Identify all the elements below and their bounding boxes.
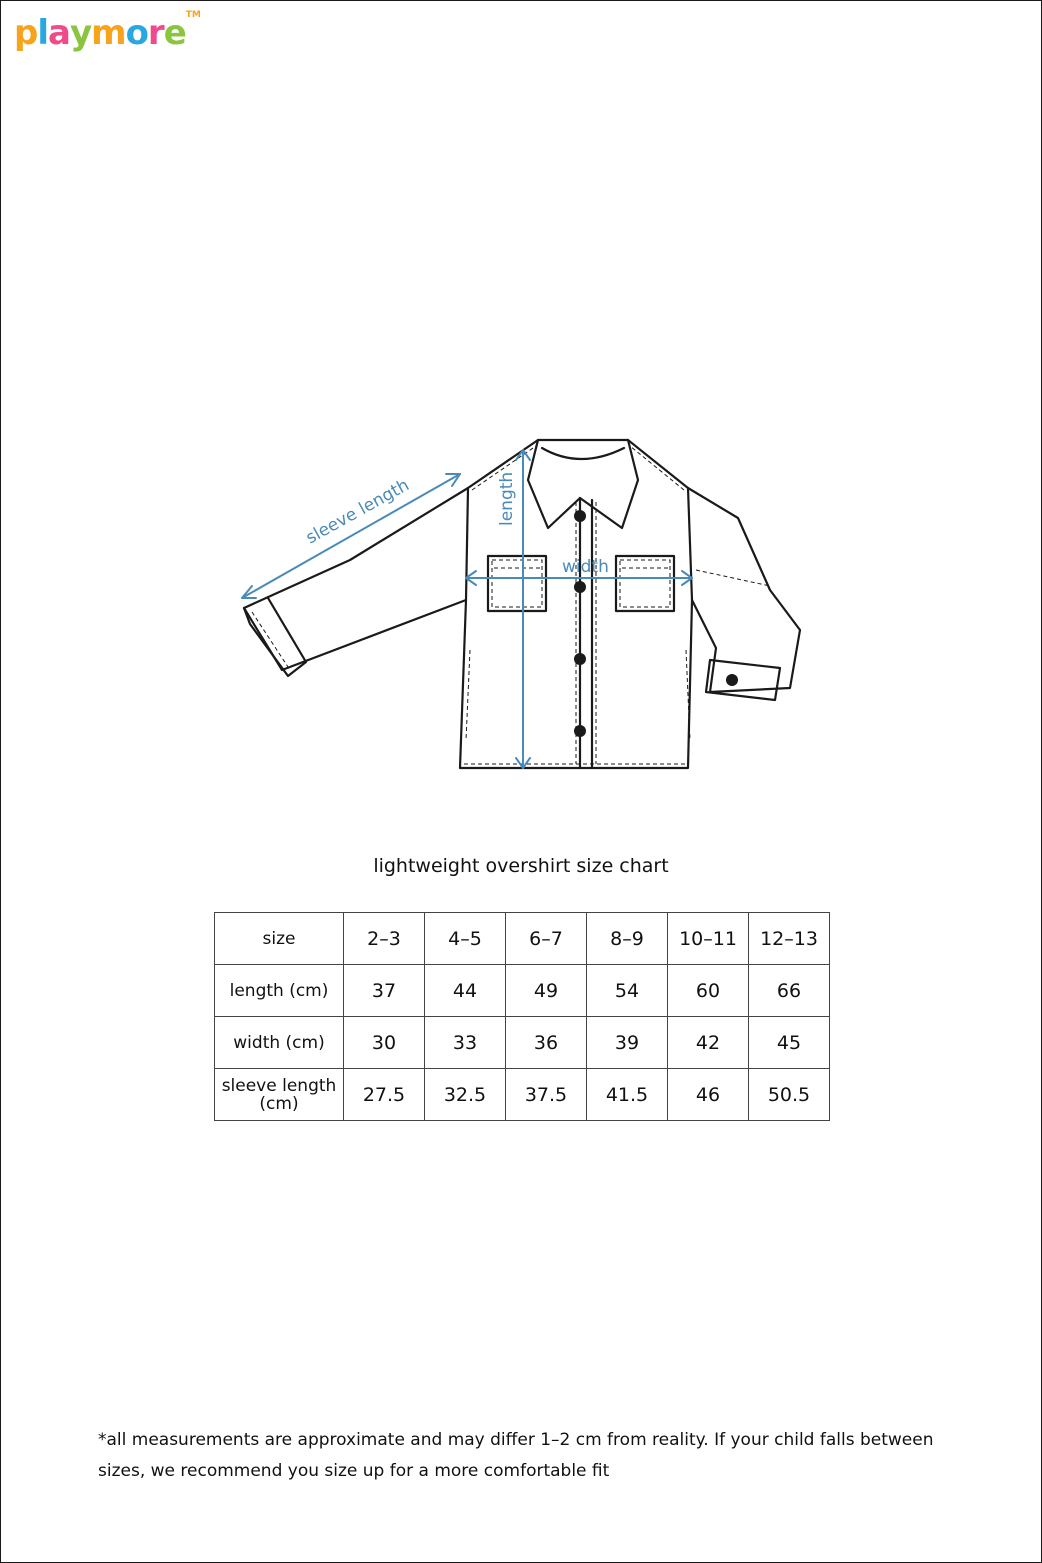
size-header-cell: size	[215, 913, 344, 965]
left-pocket	[488, 556, 546, 611]
right-cuff	[706, 660, 780, 700]
row-label: width (cm)	[215, 1017, 344, 1069]
size-cell: 12–13	[749, 913, 830, 965]
table-cell: 50.5	[749, 1069, 830, 1121]
logo-wordmark	[14, 8, 186, 58]
table-cell: 37	[344, 965, 425, 1017]
button-2	[574, 581, 586, 593]
right-pocket	[616, 556, 674, 611]
size-cell: 10–11	[668, 913, 749, 965]
width-label: width	[562, 557, 609, 577]
table-cell: 42	[668, 1017, 749, 1069]
button-3	[574, 653, 586, 665]
logo-letter: m	[91, 13, 126, 53]
measurement-footnote: *all measurements are approximate and may differ 1–2 cm from reality. If your child falls between sizes, we recommend you size up for a more comfortable fit	[98, 1430, 934, 1481]
table-cell: 66	[749, 965, 830, 1017]
table-row	[215, 1069, 830, 1121]
table-cell: 39	[587, 1017, 668, 1069]
logo-letter: e	[163, 13, 186, 53]
table-cell: 27.5	[344, 1069, 425, 1121]
table-cell: 30	[344, 1017, 425, 1069]
logo-letter: p	[14, 13, 38, 53]
table-cell: 44	[425, 965, 506, 1017]
size-cell: 6–7	[506, 913, 587, 965]
sleeve-length-arrow	[242, 474, 460, 598]
button-4	[574, 725, 586, 737]
size-cell: 2–3	[344, 913, 425, 965]
size-cell: 4–5	[425, 913, 506, 965]
table-cell: 36	[506, 1017, 587, 1069]
brand-logo	[14, 8, 201, 58]
sleeve-length-label: sleeve length	[302, 475, 413, 549]
table-cell: 54	[587, 965, 668, 1017]
row-label: sleeve length (cm)	[215, 1069, 344, 1121]
table-header-row	[215, 913, 830, 965]
right-sleeve	[688, 488, 800, 692]
logo-letter: r	[147, 13, 164, 53]
logo-letter: o	[125, 13, 148, 53]
button-1	[574, 510, 586, 522]
table-cell: 37.5	[506, 1069, 587, 1121]
trademark-mark: TM	[185, 10, 201, 20]
table-cell: 45	[749, 1017, 830, 1069]
overshirt-illustration	[230, 430, 820, 790]
cuff-button	[726, 674, 738, 686]
table-cell: 49	[506, 965, 587, 1017]
size-table	[214, 912, 830, 1121]
row-label: length (cm)	[215, 965, 344, 1017]
logo-letter: l	[37, 13, 48, 53]
size-chart-title: lightweight overshirt size chart	[373, 855, 669, 877]
table-cell: 32.5	[425, 1069, 506, 1121]
length-label: length	[497, 471, 517, 526]
logo-letter: y	[69, 13, 92, 53]
overshirt-diagram	[230, 430, 820, 790]
size-cell: 8–9	[587, 913, 668, 965]
table-cell: 46	[668, 1069, 749, 1121]
logo-letter: a	[48, 13, 70, 53]
table-row	[215, 965, 830, 1017]
table-cell: 41.5	[587, 1069, 668, 1121]
table-cell: 60	[668, 965, 749, 1017]
table-row	[215, 1017, 830, 1069]
table-cell: 33	[425, 1017, 506, 1069]
